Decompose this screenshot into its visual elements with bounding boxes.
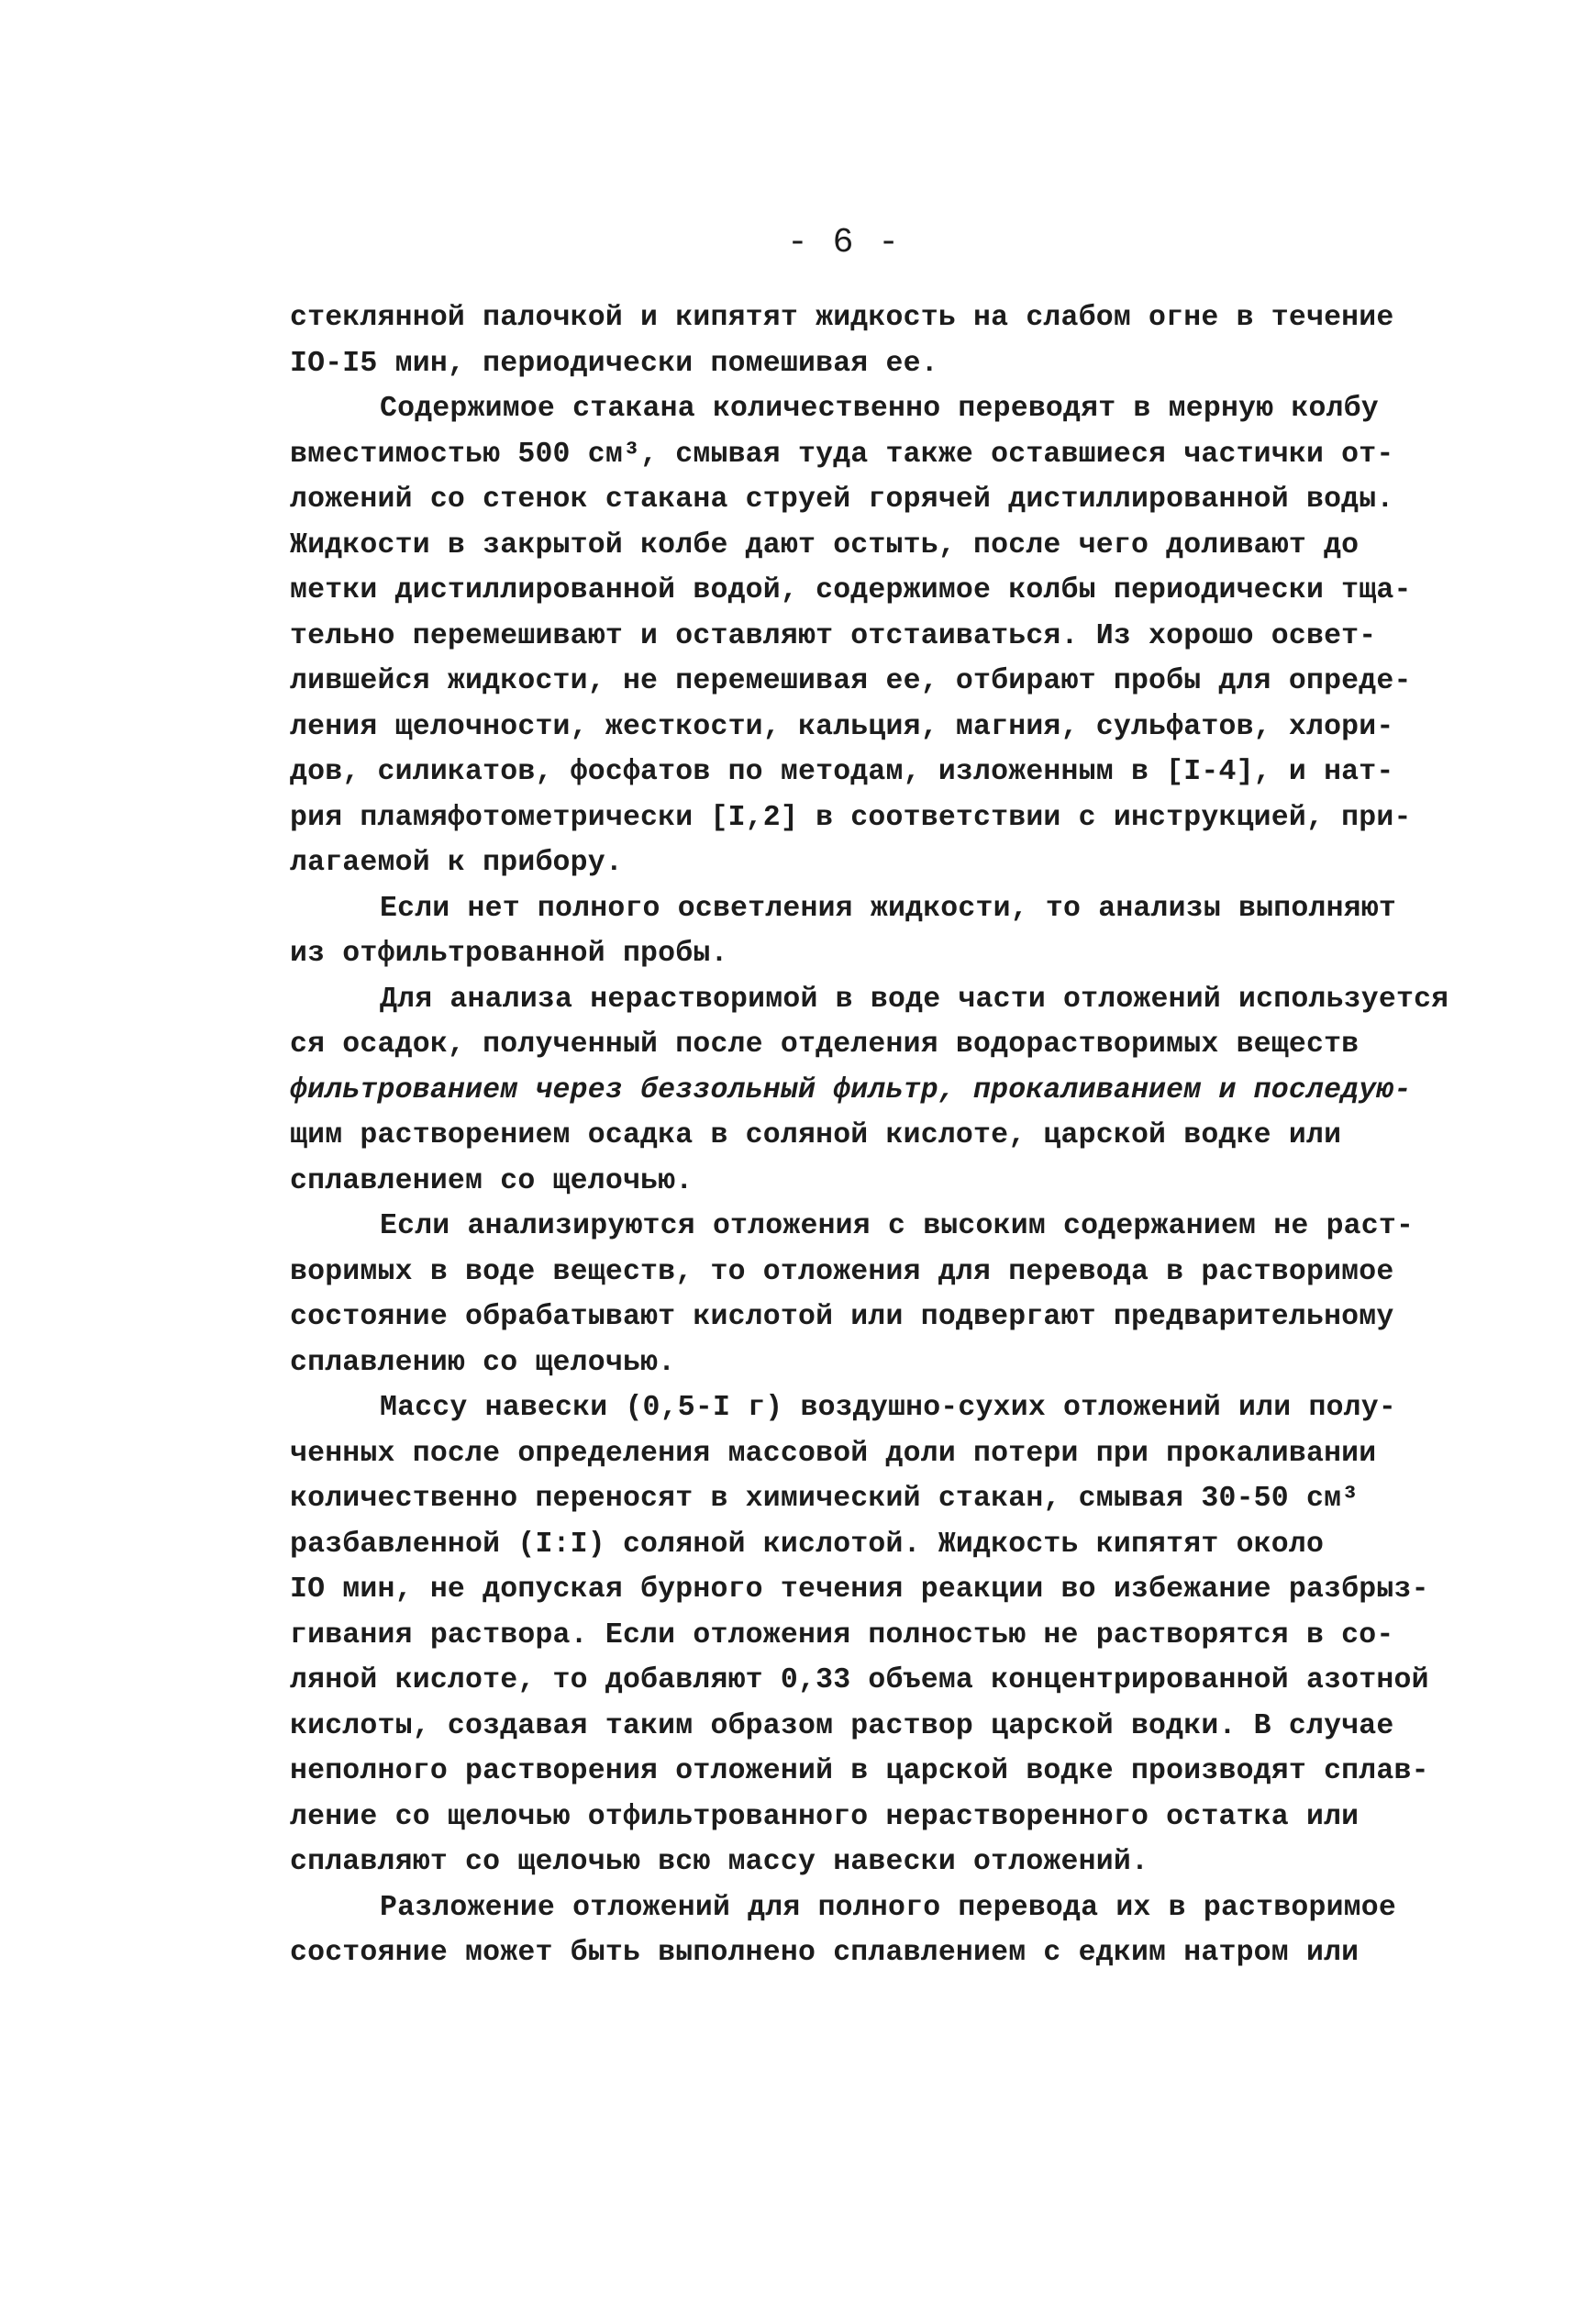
text-line: тельно перемешивают и оставляют отстаиваться. Из хорошо освет- — [290, 619, 1377, 652]
paragraph-first-line: Если анализируются отложения с высоким содержанием не раст- — [380, 1210, 1415, 1242]
text-line: лившейся жидкости, не перемешивая ее, отбирают пробы для опреде- — [290, 665, 1412, 697]
text-line: ления щелочности, жесткости, кальция, магния, сульфатов, хлори- — [290, 710, 1394, 743]
text-line: состояние может быть выполнено сплавлением с едким натром или — [290, 1937, 1359, 1969]
text-line: сплавлением со щелочью. — [290, 1164, 694, 1197]
text-line: ся осадок, полученный после отделения водорастворимых веществ — [290, 1029, 1359, 1061]
text-line: гивания раствора. Если отложения полностью не растворятся в со- — [290, 1618, 1394, 1651]
text-line: состояние обрабатывают кислотой или подвергают предварительному — [290, 1301, 1394, 1333]
text-line: IO мин, не допуская бурного течения реакции во избежание разбрыз- — [290, 1573, 1429, 1606]
text-line: дов, силикатов, фосфатов по методам, изложенным в [I-4], и нат- — [290, 756, 1394, 788]
paragraph-first-line: Для анализа нерастворимой в воде части отложений используется — [380, 983, 1449, 1016]
paragraph-first-line: Разложение отложений для полного перевода их в растворимое — [380, 1891, 1396, 1924]
text-line: воримых в воде веществ, то отложения для перевода в растворимое — [290, 1255, 1394, 1288]
text-line: стеклянной палочкой и кипятят жидкость на слабом огне в течение — [290, 302, 1394, 334]
text-line: метки дистиллированной водой, содержимое колбы периодически тща- — [290, 574, 1412, 606]
body-text — [290, 295, 1482, 1976]
text-line: сплавлению со щелочью. — [290, 1346, 676, 1379]
paragraph-first-line: Если нет полного осветления жидкости, то анализы выполняют — [380, 892, 1396, 925]
paragraph-first-line: Содержимое стакана количественно переводят в мерную колбу — [380, 393, 1379, 425]
text-line: сплавляют со щелочью всю массу навески отложений. — [290, 1846, 1149, 1878]
text-line: вместимостью 500 см³, смывая туда также оставшиеся частички от- — [290, 438, 1394, 471]
paragraph-first-line: Массу навески (0,5-I г) воздушно-сухих отложений или полу- — [380, 1392, 1396, 1424]
text-line: IO-I5 мин, периодически помешивая ее. — [290, 347, 938, 380]
text-line: ложений со стенок стакана струей горячей дистиллированной воды. — [290, 484, 1394, 516]
text-line: ляной кислоте, то добавляют 0,33 объема концентрированной азотной — [290, 1664, 1429, 1696]
text-line: ченных после определения массовой доли потери при прокаливании — [290, 1437, 1377, 1470]
text-line: неполного растворения отложений в царской водке производят сплав- — [290, 1755, 1429, 1787]
text-line: фильтрованием через беззольный фильтр, прокаливанием и последую- — [290, 1073, 1412, 1106]
text-line: количественно переносят в химический стакан, смывая 30-50 см³ — [290, 1483, 1359, 1515]
text-line: щим растворением осадка в соляной кислоте, царской водке или — [290, 1119, 1342, 1151]
page-number: - 6 - — [786, 223, 902, 262]
text-line: разбавленной (I:I) соляной кислотой. Жидкость кипятят около — [290, 1528, 1325, 1561]
text-line: кислоты, создавая таким образом раствор царской водки. В случае — [290, 1709, 1394, 1742]
text-line: лагаемой к прибору. — [290, 847, 623, 879]
text-line: ление со щелочью отфильтрованного нерастворенного остатка или — [290, 1800, 1359, 1833]
text-line: рия пламяфотометрически [I,2] в соответствии с инструкцией, при- — [290, 801, 1412, 834]
text-line: Жидкости в закрытой колбе дают остыть, после чего доливают до — [290, 528, 1359, 562]
text-line: из отфильтрованной пробы. — [290, 938, 728, 970]
